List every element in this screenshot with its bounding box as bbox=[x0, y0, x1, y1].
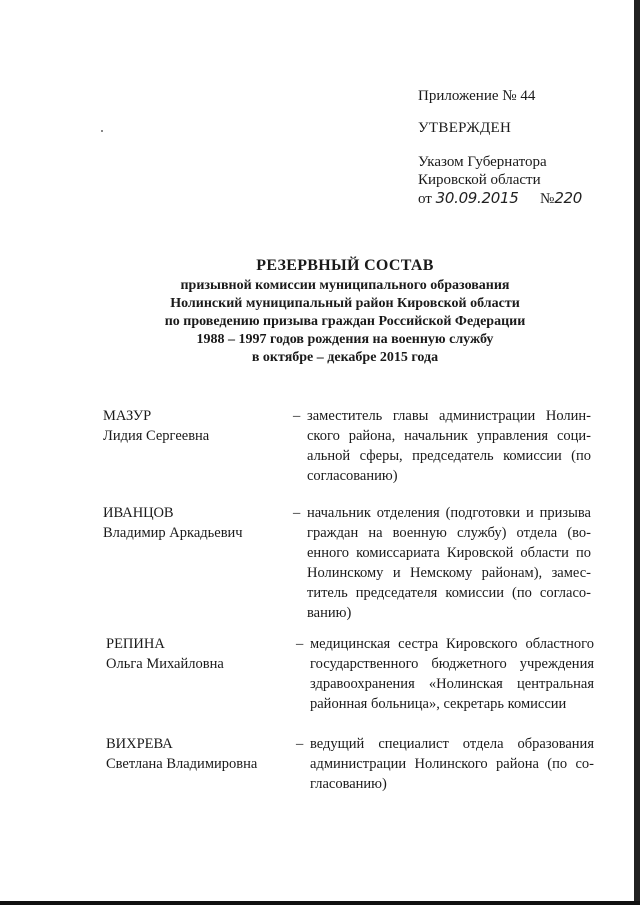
appendix-number: Приложение № 44 bbox=[418, 88, 536, 104]
member-surname: РЕПИНА bbox=[106, 636, 165, 652]
member-given-names: Лидия Сергеевна bbox=[103, 428, 210, 444]
member-given-names: Владимир Аркадьевич bbox=[103, 525, 243, 541]
member-name bbox=[106, 634, 284, 674]
title-main: РЕЗЕРВНЫЙ СОСТАВ bbox=[256, 257, 434, 274]
member-name bbox=[106, 734, 284, 774]
title-line-5: в октябре – декабре 2015 года bbox=[251, 350, 439, 365]
member-surname: МАЗУР bbox=[103, 408, 152, 424]
handwritten-date: 30.09.2015 bbox=[435, 189, 519, 207]
member-given-names: Светлана Владимировна bbox=[106, 756, 258, 772]
decree-line-2: Кировской области bbox=[418, 172, 541, 188]
scan-edge-right bbox=[634, 0, 640, 905]
member-dash: – bbox=[296, 736, 304, 752]
member-name bbox=[103, 406, 281, 446]
member-role: заместитель главы администрации Нолинского района, начальник управления социальной сферы, председатель комиссии (по согласованию) bbox=[307, 408, 591, 484]
approval-stamp-text: УТВЕРЖДЕН bbox=[418, 120, 512, 136]
document-title bbox=[100, 256, 590, 367]
member-given-names: Ольга Михайловна bbox=[106, 656, 224, 672]
title-line-1: призывной комиссии муниципального образования bbox=[180, 278, 510, 293]
decree-date-line bbox=[418, 189, 582, 208]
scan-speck bbox=[101, 130, 103, 132]
member-surname: ВИХРЕВА bbox=[106, 736, 173, 752]
scan-edge-bottom bbox=[0, 901, 640, 905]
member-name bbox=[103, 503, 281, 543]
handwritten-number: 220 bbox=[554, 189, 583, 207]
member-dash: – bbox=[296, 636, 304, 652]
member-dash: – bbox=[293, 505, 301, 521]
member-role: ведущий специалист отдела образования администрации Нолинского района (по согласованию) bbox=[310, 736, 594, 792]
member-dash: – bbox=[293, 408, 301, 424]
member-role: начальник отделения (подготовки и призыва граждан на военную службу) отдела (военного комиссариата Кировской области по Нолинскому и Немскому районам), заместитель председателя комиссии (по согласованию) bbox=[307, 505, 591, 621]
title-line-2: Нолинский муниципальный район Кировской области bbox=[170, 296, 520, 311]
title-line-3: по проведению призыва граждан Российской Федерации bbox=[164, 314, 526, 329]
date-prefix: от bbox=[418, 191, 432, 207]
number-prefix: № bbox=[540, 191, 555, 207]
member-role: медицинская сестра Кировского областного государственного бюджетного учреждения здравоохранения «Нолинская центральная районная больница», секретарь комиссии bbox=[310, 636, 594, 712]
title-line-4: 1988 – 1997 годов рождения на военную службу bbox=[196, 332, 494, 347]
member-surname: ИВАНЦОВ bbox=[103, 505, 174, 521]
decree-line-1: Указом Губернатора bbox=[418, 154, 547, 170]
